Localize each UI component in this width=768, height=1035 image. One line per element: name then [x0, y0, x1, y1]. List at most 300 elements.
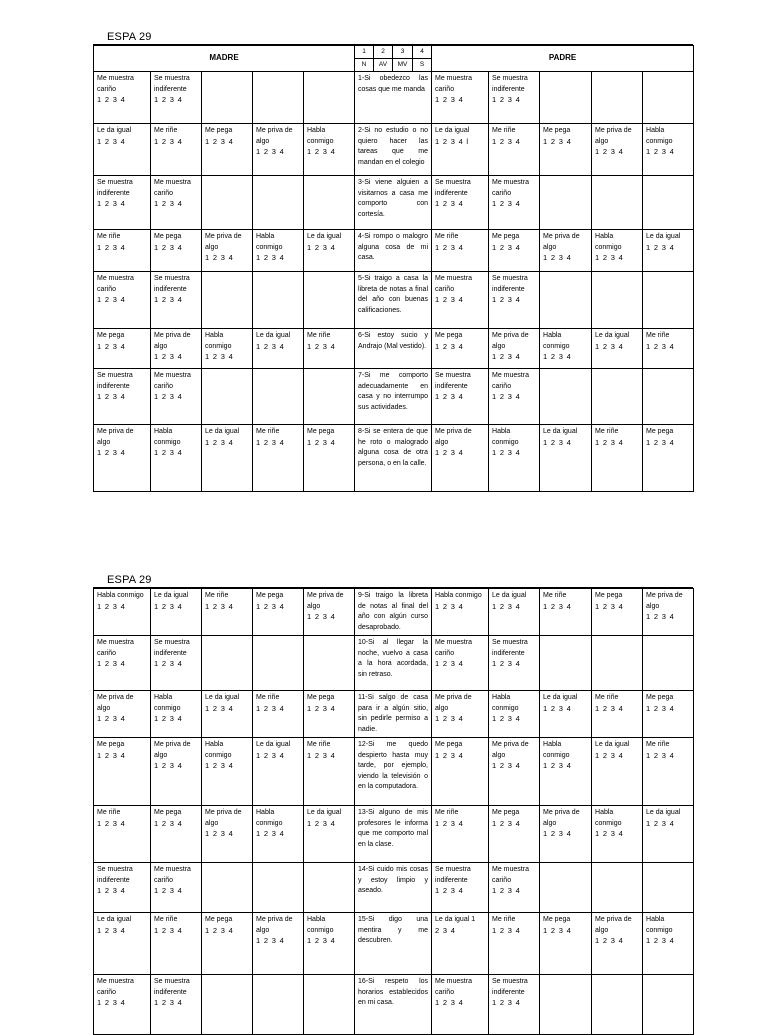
rating-scale-numbers: 1 2 3 4	[646, 437, 675, 447]
answer-option-label: Me pega	[543, 127, 571, 134]
rating-scale-numbers: 1 2 3 4	[595, 936, 624, 945]
rating-scale-numbers: 1 2 3 4	[435, 886, 464, 895]
rating-scale-numbers: 1 2 3 4	[205, 925, 234, 935]
answer-option-cell[interactable]	[592, 589, 643, 636]
answer-option-cell[interactable]	[489, 176, 540, 230]
rating-scale-numbers: 1 2 3 4	[256, 601, 285, 611]
rating-scale-numbers: 1 2 3 4	[543, 703, 572, 713]
rating-scale-numbers: 1 2 3 4	[595, 601, 624, 611]
answer-option-cell[interactable]	[151, 636, 202, 691]
answer-option-cell[interactable]	[489, 329, 540, 369]
answer-option-cell[interactable]	[94, 329, 151, 369]
answer-option-label: Se muestra indiferente	[435, 372, 471, 390]
rating-scale-numbers: 1 2 3 4	[154, 95, 183, 104]
answer-option-cell[interactable]	[592, 806, 643, 863]
answer-option-cell[interactable]	[540, 589, 592, 636]
answer-option-cell[interactable]	[432, 863, 489, 913]
answer-option-cell[interactable]	[432, 230, 489, 272]
answer-option-cell[interactable]	[151, 124, 202, 176]
answer-option-label: Habla conmigo	[205, 741, 232, 759]
answer-option-cell[interactable]	[643, 806, 694, 863]
rating-scale-numbers: 1 2 3 4	[97, 242, 126, 252]
answer-option-label: Me priva de algo	[435, 694, 472, 712]
answer-option-label: Habla conmigo	[307, 916, 334, 934]
answer-option-label: Me pega	[435, 332, 463, 339]
rating-scale-numbers: 1 2 3 4	[543, 253, 572, 262]
rating-scale-numbers: 1 2 3 4	[307, 437, 336, 447]
answer-option-label: Me muestra cariño	[154, 866, 191, 884]
answer-option-cell[interactable]	[643, 589, 694, 636]
answer-option-cell[interactable]	[432, 124, 489, 176]
empty-cell	[202, 272, 253, 329]
answer-option-cell[interactable]	[432, 272, 489, 329]
answer-option-cell[interactable]	[304, 913, 355, 975]
rating-scale-numbers: 1 2 3 4	[435, 818, 464, 828]
rating-scale-numbers: 1 2 3 4	[205, 829, 234, 838]
rating-scale-numbers: 1 2 3 4	[97, 601, 126, 611]
answer-option-label: Me priva de algo	[307, 592, 344, 610]
answer-option-cell[interactable]	[540, 806, 592, 863]
answer-option-cell[interactable]	[253, 691, 304, 738]
answer-option-cell[interactable]	[151, 72, 202, 124]
answer-option-label: Me riñe	[154, 127, 178, 134]
rating-scale-numbers: 1 2 3 4	[646, 341, 675, 351]
answer-option-cell[interactable]	[643, 230, 694, 272]
empty-cell	[304, 975, 355, 1035]
answer-option-cell[interactable]	[151, 975, 202, 1035]
rating-scale-numbers: 1 2 3 4	[256, 253, 285, 262]
answer-option-cell[interactable]	[432, 913, 489, 975]
rating-scale-numbers: 1 2 3 4	[154, 242, 183, 252]
rating-scale-numbers: 1 2 3 4	[97, 750, 126, 760]
answer-option-cell[interactable]	[202, 329, 253, 369]
empty-cell	[540, 72, 592, 124]
answer-option-label: Me riñe	[256, 694, 280, 701]
empty-cell	[643, 863, 694, 913]
answer-option-cell[interactable]	[202, 425, 253, 492]
answer-option-cell[interactable]	[151, 913, 202, 975]
answer-option-label: Se muestra indiferente	[97, 372, 133, 390]
answer-option-label: Le da igual	[492, 592, 527, 599]
answer-option-cell[interactable]	[432, 806, 489, 863]
answer-option-cell[interactable]	[304, 124, 355, 176]
answer-option-cell[interactable]	[540, 691, 592, 738]
answer-option-cell[interactable]	[94, 975, 151, 1035]
answer-option-cell[interactable]	[489, 691, 540, 738]
rating-scale-numbers: 1 2 3 4	[97, 714, 126, 723]
question-text: 7-Si me comporto adecuadamente en casa y no interrumpo sus actividades.	[355, 369, 432, 425]
rating-scale-numbers: 1 2 3 4	[154, 818, 183, 828]
rating-scale-numbers: 1 2 3 4	[543, 761, 572, 770]
answer-option-label: Me pega	[154, 233, 182, 240]
answer-option-label: Me riñe	[307, 741, 331, 748]
answer-option-label: Le da igual	[307, 809, 342, 816]
answer-option-cell[interactable]	[253, 806, 304, 863]
answer-option-label: Me riñe	[97, 809, 121, 816]
answer-option-label: Le da igual	[646, 233, 681, 240]
answer-option-cell[interactable]	[643, 738, 694, 806]
answer-option-cell[interactable]	[304, 230, 355, 272]
answer-option-cell[interactable]	[253, 589, 304, 636]
answer-option-cell[interactable]	[592, 913, 643, 975]
answer-option-cell[interactable]	[253, 425, 304, 492]
answer-option-cell[interactable]	[94, 425, 151, 492]
rating-scale-numbers: 1 2 3 4	[646, 242, 675, 252]
empty-cell	[643, 369, 694, 425]
answer-option-cell[interactable]	[151, 176, 202, 230]
table-row	[94, 589, 694, 636]
answer-option-cell[interactable]	[304, 329, 355, 369]
answer-option-cell[interactable]	[202, 691, 253, 738]
answer-option-cell[interactable]	[432, 72, 489, 124]
table-row	[94, 176, 694, 230]
answer-option-cell[interactable]	[202, 913, 253, 975]
answer-option-cell[interactable]	[540, 230, 592, 272]
answer-option-cell[interactable]	[151, 806, 202, 863]
answer-option-cell[interactable]	[202, 738, 253, 806]
answer-option-label: Me priva de algo	[492, 332, 529, 350]
answer-option-label: Me pega	[97, 332, 125, 339]
answer-option-cell[interactable]	[592, 329, 643, 369]
answer-option-label: Habla conmigo	[154, 694, 181, 712]
answer-option-cell[interactable]	[643, 425, 694, 492]
table-row	[94, 425, 694, 492]
answer-option-label: Me priva de algo	[154, 332, 191, 350]
rating-scale-numbers: 1 2 3 4	[492, 136, 521, 146]
answer-option-cell[interactable]	[304, 738, 355, 806]
answer-option-cell[interactable]	[540, 738, 592, 806]
answer-option-cell[interactable]	[432, 329, 489, 369]
scale-number: 2	[374, 46, 393, 59]
answer-option-label: Se muestra indiferente	[154, 75, 190, 93]
question-text: 9-Si traigo la libreta de notas al final del año con algún curso desaprobado.	[355, 589, 432, 636]
answer-option-cell[interactable]	[489, 425, 540, 492]
table-row	[94, 230, 694, 272]
answer-option-cell[interactable]	[643, 329, 694, 369]
answer-option-label: Me riñe	[154, 916, 178, 923]
answer-option-cell[interactable]	[592, 425, 643, 492]
empty-cell	[643, 72, 694, 124]
empty-cell	[540, 369, 592, 425]
empty-cell	[540, 863, 592, 913]
rating-scale-numbers: 1 2 3 4	[154, 392, 183, 401]
madre-header: MADRE	[94, 46, 355, 72]
answer-option-cell[interactable]	[304, 691, 355, 738]
answer-option-cell[interactable]	[489, 272, 540, 329]
rating-scale-numbers: 1 2 3 4	[595, 750, 624, 760]
answer-option-label: Habla conmigo	[307, 127, 334, 145]
answer-option-cell[interactable]	[489, 72, 540, 124]
rating-scale-numbers: 1 2 3 4	[646, 936, 675, 945]
question-text: 1-Si obedezco las cosas que me manda	[355, 72, 432, 124]
question-text: 8-Si se entera de que he roto o malogrado alguna cosa de otra persona, o en la calle.	[355, 425, 432, 492]
rating-scale-numbers: 1 2 3 4	[256, 936, 285, 945]
rating-scale-numbers: 1 2 3 4	[205, 703, 234, 713]
answer-option-cell[interactable]	[489, 589, 540, 636]
answer-option-cell[interactable]	[304, 425, 355, 492]
rating-scale-numbers: 1 2 3 4	[97, 448, 126, 457]
rating-scale-numbers: 1 2 3 4	[256, 703, 285, 713]
rating-scale-numbers: 1 2 3 4	[543, 601, 572, 611]
rating-scale-numbers: 1 2 3 4	[97, 998, 126, 1007]
rating-scale-numbers: 1 2 3 4	[543, 829, 572, 838]
rating-scale-numbers: 1 2 3 4	[97, 341, 126, 351]
rating-scale-numbers: 1 2 3 4	[646, 147, 675, 156]
rating-scale-numbers: 1 2 3 4	[435, 750, 464, 760]
scale-number: 4	[413, 46, 432, 59]
answer-option-cell[interactable]	[151, 272, 202, 329]
answer-option-label: Me priva de algo	[595, 127, 632, 145]
answer-option-label: Me pega	[97, 741, 125, 748]
answer-option-cell[interactable]	[151, 691, 202, 738]
answer-option-cell[interactable]	[540, 913, 592, 975]
answer-option-cell[interactable]	[489, 636, 540, 691]
answer-option-label: Me muestra cariño	[435, 639, 472, 657]
answer-option-cell[interactable]	[94, 913, 151, 975]
empty-cell	[304, 369, 355, 425]
answer-option-label: Le da igual	[205, 428, 240, 435]
answer-option-cell[interactable]	[643, 124, 694, 176]
answer-option-cell[interactable]	[643, 691, 694, 738]
rating-scale-numbers: 1 2 3 4	[205, 253, 234, 262]
empty-cell	[540, 636, 592, 691]
answer-option-cell[interactable]	[151, 738, 202, 806]
rating-scale-numbers: 1 2 3 4	[435, 601, 464, 611]
answer-option-label: Me priva de algo	[97, 694, 134, 712]
answer-option-cell[interactable]	[202, 230, 253, 272]
answer-option-label: Me priva de algo	[543, 809, 580, 827]
answer-option-cell[interactable]	[94, 230, 151, 272]
answer-option-label: Le da igual	[435, 127, 470, 134]
answer-option-label: Se muestra indiferente	[492, 75, 528, 93]
rating-scale-numbers: 1 2 3 4	[154, 886, 183, 895]
rating-scale-numbers: 1 2 3 4	[543, 352, 572, 361]
table-row	[94, 72, 694, 124]
answer-option-cell[interactable]	[304, 589, 355, 636]
answer-option-cell[interactable]	[151, 329, 202, 369]
answer-option-label: Habla conmigo	[543, 332, 570, 350]
answer-option-cell[interactable]	[94, 589, 151, 636]
answer-option-label: Le da igual	[154, 592, 189, 599]
answer-option-cell[interactable]	[202, 589, 253, 636]
answer-option-cell[interactable]	[489, 124, 540, 176]
answer-option-cell[interactable]	[94, 72, 151, 124]
rating-scale-numbers: 1 2 3 4	[492, 761, 521, 770]
answer-option-label: Me muestra cariño	[97, 75, 134, 93]
answer-option-label: Habla conmigo	[646, 127, 673, 145]
empty-cell	[540, 176, 592, 230]
rating-scale-numbers: 1 2 3 4	[435, 242, 464, 252]
answer-option-label: Me riñe	[97, 233, 121, 240]
rating-scale-numbers: 1 2 3 4	[492, 714, 521, 723]
rating-scale-numbers: 1 2 3 4	[256, 750, 285, 760]
answer-option-cell[interactable]	[643, 913, 694, 975]
answer-option-cell[interactable]	[489, 369, 540, 425]
table-row	[94, 975, 694, 1035]
answer-option-label: Habla conmigo	[154, 428, 181, 446]
answer-option-label: Se muestra indiferente	[435, 866, 471, 884]
empty-cell	[643, 636, 694, 691]
rating-scale-numbers: 1 2 3 4	[154, 998, 183, 1007]
answer-option-label: Le da igual	[97, 127, 132, 134]
answer-option-cell[interactable]	[94, 806, 151, 863]
answer-option-cell[interactable]	[489, 975, 540, 1035]
rating-scale-numbers: 1 2 3 4	[205, 352, 234, 361]
rating-scale-numbers: 1 2 3 4	[256, 341, 285, 351]
empty-cell	[540, 975, 592, 1035]
answer-option-cell[interactable]	[202, 124, 253, 176]
answer-option-label: Me riñe	[492, 916, 516, 923]
answer-option-label: Me riñe	[435, 809, 459, 816]
answer-option-cell[interactable]	[432, 975, 489, 1035]
answer-option-cell[interactable]	[489, 863, 540, 913]
answer-option-label: Se muestra indiferente	[492, 978, 528, 996]
rating-scale-numbers: 1 2 3 4	[205, 761, 234, 770]
question-text: 4-Si rompo o malogro alguna cosa de mi casa.	[355, 230, 432, 272]
rating-scale-numbers: 1 2 3 4	[492, 392, 521, 401]
answer-option-cell[interactable]	[540, 425, 592, 492]
answer-option-cell[interactable]	[151, 230, 202, 272]
rating-scale-numbers: 1 2 3 4	[154, 295, 183, 304]
rating-scale-numbers: 1 2 3 4	[307, 612, 336, 621]
answer-option-cell[interactable]	[151, 425, 202, 492]
scale-letter: N	[355, 59, 374, 72]
empty-cell	[253, 272, 304, 329]
answer-option-cell[interactable]	[304, 806, 355, 863]
answer-option-cell[interactable]	[432, 176, 489, 230]
answer-option-label: Me muestra cariño	[492, 179, 529, 197]
answer-option-cell[interactable]	[94, 738, 151, 806]
rating-scale-numbers: 1 2 3 4	[154, 601, 183, 611]
rating-scale-numbers: 1 2 3 4	[205, 601, 234, 611]
answer-option-label: Se muestra indiferente	[97, 866, 133, 884]
rating-scale-numbers: 1 2 3 4	[97, 95, 126, 104]
answer-option-label: Se muestra indiferente	[154, 275, 190, 293]
empty-cell	[304, 176, 355, 230]
answer-option-cell[interactable]	[489, 738, 540, 806]
answer-option-cell[interactable]	[94, 176, 151, 230]
rating-scale-numbers: 1 2 3 4	[492, 295, 521, 304]
answer-option-cell[interactable]	[94, 691, 151, 738]
rating-scale-numbers: 1 2 3 4	[97, 136, 126, 146]
answer-option-cell[interactable]	[151, 863, 202, 913]
answer-option-cell[interactable]	[489, 806, 540, 863]
answer-option-label: Me priva de algo	[256, 127, 293, 145]
answer-option-cell[interactable]	[253, 230, 304, 272]
rating-scale-numbers: 1 2 3 4	[307, 750, 336, 760]
rating-scale-numbers: 1 2 3 4	[97, 392, 126, 401]
answer-option-cell[interactable]	[432, 589, 489, 636]
answer-option-cell[interactable]	[253, 738, 304, 806]
answer-option-cell[interactable]	[432, 738, 489, 806]
answer-option-label: Me priva de algo	[492, 741, 529, 759]
answer-option-cell[interactable]	[94, 369, 151, 425]
rating-scale-numbers: 1 2 3 4	[97, 199, 126, 208]
rating-scale-numbers: 1 2 3 4	[492, 95, 521, 104]
rating-scale-numbers: 1 2 3 4	[492, 659, 521, 668]
question-text: 12-Si me quedo despierto hasta muy tarde, por ejemplo, viendo la televisión o en la computadora.	[355, 738, 432, 806]
rating-scale-numbers: 1 2 3 4	[492, 818, 521, 828]
answer-option-cell[interactable]	[432, 425, 489, 492]
rating-scale-numbers: 1 2 3 4	[307, 147, 336, 156]
answer-option-cell[interactable]	[432, 636, 489, 691]
empty-cell	[253, 72, 304, 124]
answer-option-label: Me pega	[595, 592, 623, 599]
answer-option-label: Le da igual	[543, 428, 578, 435]
answer-option-cell[interactable]	[489, 913, 540, 975]
rating-scale-numbers: 1 2 3 4 l	[435, 136, 469, 146]
answer-option-label: Me priva de algo	[595, 916, 632, 934]
answer-option-cell[interactable]	[592, 230, 643, 272]
answer-option-cell[interactable]	[94, 124, 151, 176]
answer-option-cell[interactable]	[151, 369, 202, 425]
answer-option-cell[interactable]	[202, 806, 253, 863]
answer-option-cell[interactable]	[592, 691, 643, 738]
answer-option-label: Habla conmigo	[492, 428, 519, 446]
rating-scale-numbers: 1 2 3 4	[154, 448, 183, 457]
answer-option-cell[interactable]	[94, 636, 151, 691]
answer-option-cell[interactable]	[432, 691, 489, 738]
table-row	[94, 738, 694, 806]
answer-option-cell[interactable]	[94, 272, 151, 329]
answer-option-cell[interactable]	[540, 329, 592, 369]
answer-option-label: Habla conmigo	[256, 809, 283, 827]
empty-cell	[202, 369, 253, 425]
rating-scale-numbers: 1 2 3 4	[595, 253, 624, 262]
question-text: 3-Si viene alguien a visitarnos a casa me comporto con cortesía.	[355, 176, 432, 230]
answer-option-label: Le da igual	[595, 332, 630, 339]
rating-scale-numbers: 1 2 3 4	[97, 659, 126, 668]
padre-header: PADRE	[432, 46, 694, 72]
rating-scale-numbers: 1 2 3 4	[97, 925, 126, 935]
answer-option-cell[interactable]	[253, 329, 304, 369]
answer-option-cell[interactable]	[151, 589, 202, 636]
rating-scale-numbers: 1 2 3 4	[492, 199, 521, 208]
question-text: 11-Si salgo de casa para ir a algún sitio, sin pedirle permiso a nadie.	[355, 691, 432, 738]
rating-scale-numbers: 1 2 3 4	[154, 659, 183, 668]
answer-option-label: Le da igual	[256, 332, 291, 339]
answer-option-label: Me pega	[543, 916, 571, 923]
answer-option-cell[interactable]	[592, 738, 643, 806]
answer-option-label: Le da igual	[595, 741, 630, 748]
answer-option-label: Me muestra cariño	[435, 978, 472, 996]
answer-option-cell[interactable]	[592, 124, 643, 176]
scale-number: 3	[393, 46, 413, 59]
empty-cell	[253, 636, 304, 691]
answer-option-cell[interactable]	[253, 913, 304, 975]
answer-option-label: Me muestra cariño	[492, 372, 529, 390]
answer-option-cell[interactable]	[253, 124, 304, 176]
answer-option-label: Me pega	[205, 916, 233, 923]
answer-option-cell[interactable]	[489, 230, 540, 272]
answer-option-cell[interactable]	[432, 369, 489, 425]
empty-cell	[540, 272, 592, 329]
answer-option-label: Me muestra cariño	[97, 978, 134, 996]
empty-cell	[592, 863, 643, 913]
rating-scale-numbers: 1 2 3 4	[97, 818, 126, 828]
rating-scale-numbers: 1 2 3 4	[435, 448, 464, 457]
answer-option-label: Me riñe	[646, 741, 670, 748]
answer-option-label: Le da igual	[256, 741, 291, 748]
answer-option-cell[interactable]	[540, 124, 592, 176]
rating-scale-numbers: 1 2 3 4	[97, 886, 126, 895]
rating-scale-numbers: 1 2 3 4	[154, 199, 183, 208]
answer-option-label: Me priva de algo	[256, 916, 293, 934]
rating-scale-numbers: 1 2 3 4	[492, 352, 521, 361]
empty-cell	[643, 176, 694, 230]
answer-option-cell[interactable]	[94, 863, 151, 913]
answer-option-label: Habla conmigo	[595, 809, 622, 827]
